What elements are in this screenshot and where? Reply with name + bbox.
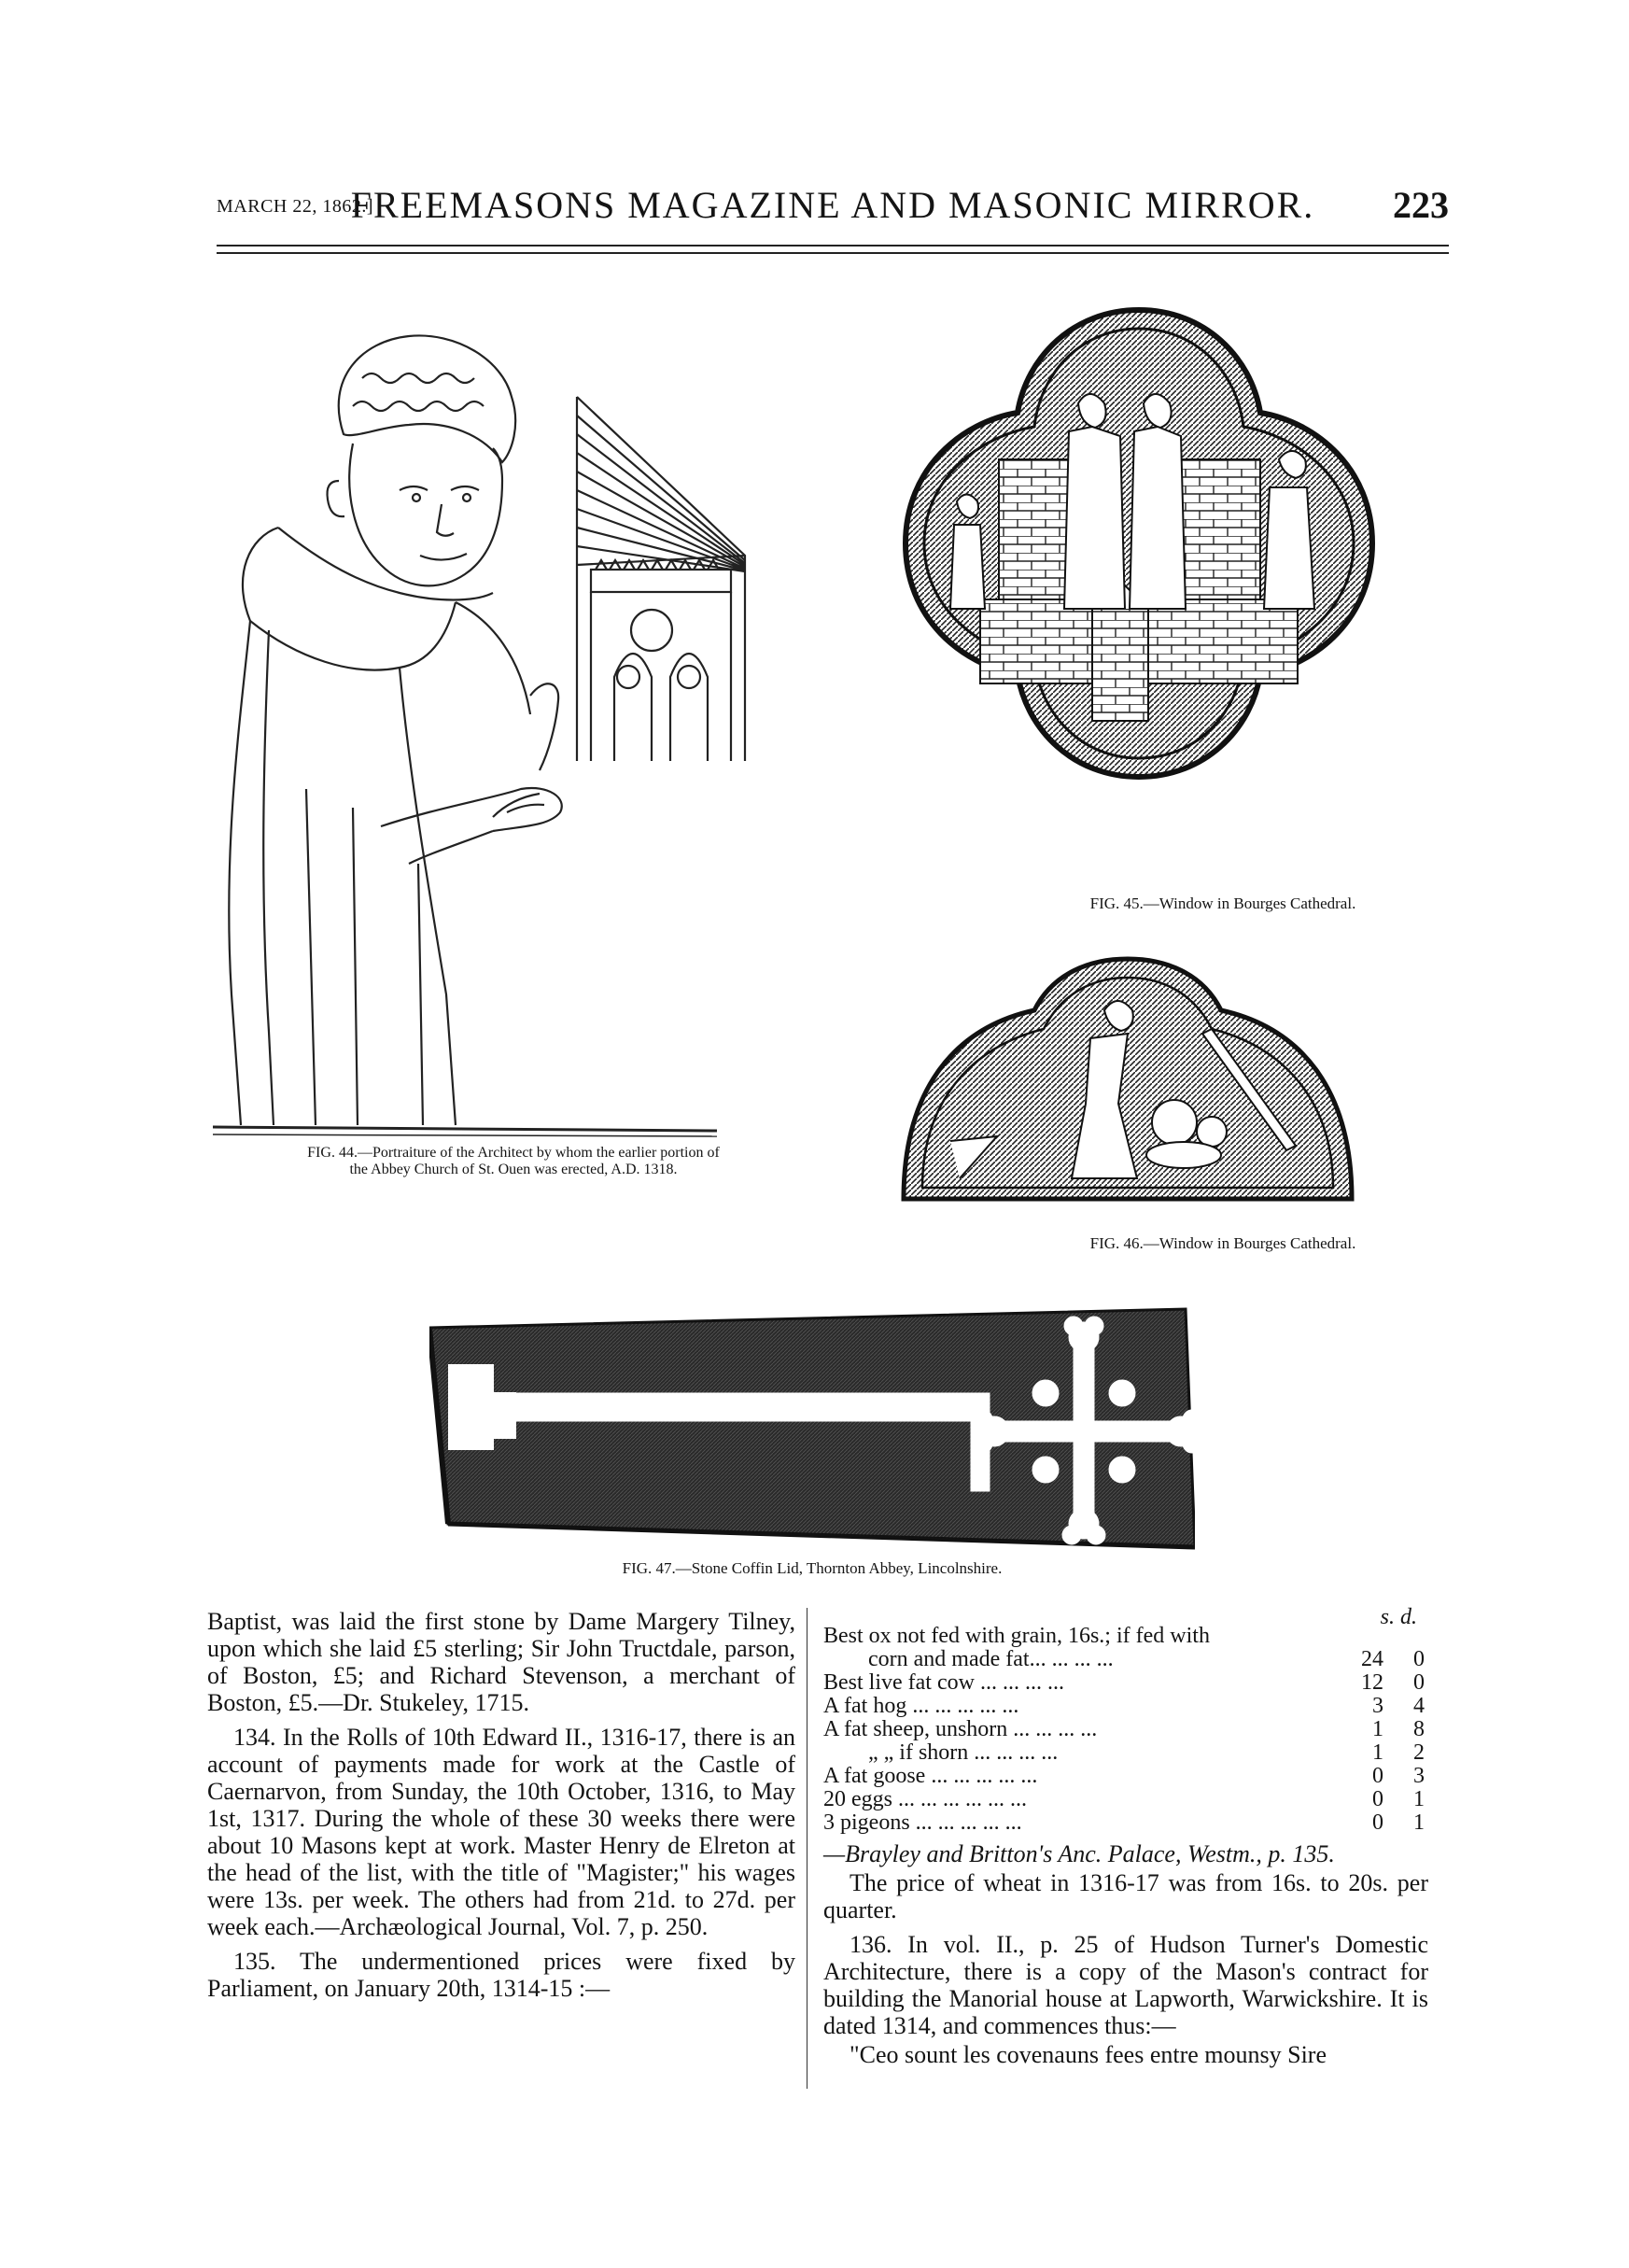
- price-row: Best ox not fed with grain, 16s.; if fed with: [823, 1625, 1210, 1648]
- price-row: A fat hog ... ... ... ... ... 3 4: [823, 1694, 1425, 1718]
- figure-47-caption: FIG. 47.—Stone Coffin Lid, Thornton Abbey, Lincolnshire.: [622, 1559, 1003, 1577]
- figure-44-caption-line2: the Abbey Church of St. Ouen was erected, A.D. 1318.: [349, 1162, 678, 1177]
- header-rule-bottom: [217, 252, 1449, 254]
- figure-46-bourges-window: [894, 954, 1361, 1206]
- price-table: [823, 1625, 1428, 1835]
- price-table-header: s. d.: [1380, 1605, 1417, 1629]
- figure-45-caption: FIG. 45.—Window in Bourges Cathedral.: [1089, 895, 1356, 912]
- figure-45-bourges-window: [868, 301, 1410, 852]
- paragraph-baptist: Baptist, was laid the first stone by Dame Margery Tilney, upon which she laid £5 sterling; Sir John Tructdale, parson, of Boston, £5; and Richard Stevenson, a merchant of Boston, £5.—Dr. Stukeley, 1715.: [207, 1608, 795, 1716]
- paragraph-quote: "Ceo sount les covenauns fees entre mounsy Sire: [850, 2041, 1327, 2068]
- paragraph-135: 135. The undermentioned prices were fixed by Parliament, on January 20th, 1314-15 :—: [207, 1948, 795, 2002]
- paragraph-136: 136. In vol. II., p. 25 of Hudson Turner's Domestic Architecture, there is a copy of the Mason's contract for building the Manorial house at Lapworth, Warwickshire. It is dated 1314, and commences thus:—: [823, 1931, 1428, 2039]
- price-row: „ „ if shorn ... ... ... ... 1 2: [868, 1740, 1425, 1765]
- price-row: Best live fat cow ... ... ... ... 12 0: [823, 1670, 1425, 1695]
- figure-47-coffin-lid: [429, 1300, 1195, 1552]
- figure-44-architect-portrait: [213, 322, 848, 1144]
- figure-44-caption: [205, 1145, 822, 1178]
- page-header: [217, 183, 1449, 230]
- price-row: A fat goose ... ... ... ... ... 0 3: [823, 1764, 1425, 1788]
- price-row: corn and made fat... ... ... ... 24 0: [868, 1647, 1425, 1671]
- issue-date: MARCH 22, 1862.]: [217, 196, 374, 217]
- right-column: [823, 1604, 1428, 2076]
- price-row: 3 pigeons ... ... ... ... ... 0 1: [823, 1810, 1425, 1835]
- figure-46-caption: FIG. 46.—Window in Bourges Cathedral.: [1089, 1234, 1356, 1252]
- paragraph-wheat: The price of wheat in 1316-17 was from 16s. to 20s. per quarter.: [823, 1869, 1428, 1923]
- paragraph-134: 134. In the Rolls of 10th Edward II., 1316-17, there is an account of payments made for work at the Castle of Caernarvon, from Sunday, the 10th October, 1316, to May 1st, 1317. During the whole of these 30 weeks there were about 10 Masons kept at work. Master Henry de Elreton at the head of the list, with the title of "Magister;" his wages were 13s. per week. The others had from 21d. to 27d. per week each.—Archæological Journal, Vol. 7, p. 250.: [207, 1724, 795, 1940]
- header-rule-top: [217, 245, 1449, 247]
- page-number: 223: [1393, 184, 1449, 226]
- price-row: 20 eggs ... ... ... ... ... ... 0 1: [823, 1787, 1425, 1811]
- left-column: [207, 1608, 795, 2009]
- magazine-title: FREEMASONS MAGAZINE AND MASONIC MIRROR.: [350, 184, 1315, 226]
- citation-brayley: —Brayley and Britton's Anc. Palace, Westm., p. 135.: [823, 1840, 1335, 1867]
- figure-44-caption-line1: FIG. 44.—Portraiture of the Architect by whom the earlier portion of: [307, 1145, 720, 1161]
- price-row: A fat sheep, unshorn ... ... ... ... 1 8: [823, 1717, 1425, 1741]
